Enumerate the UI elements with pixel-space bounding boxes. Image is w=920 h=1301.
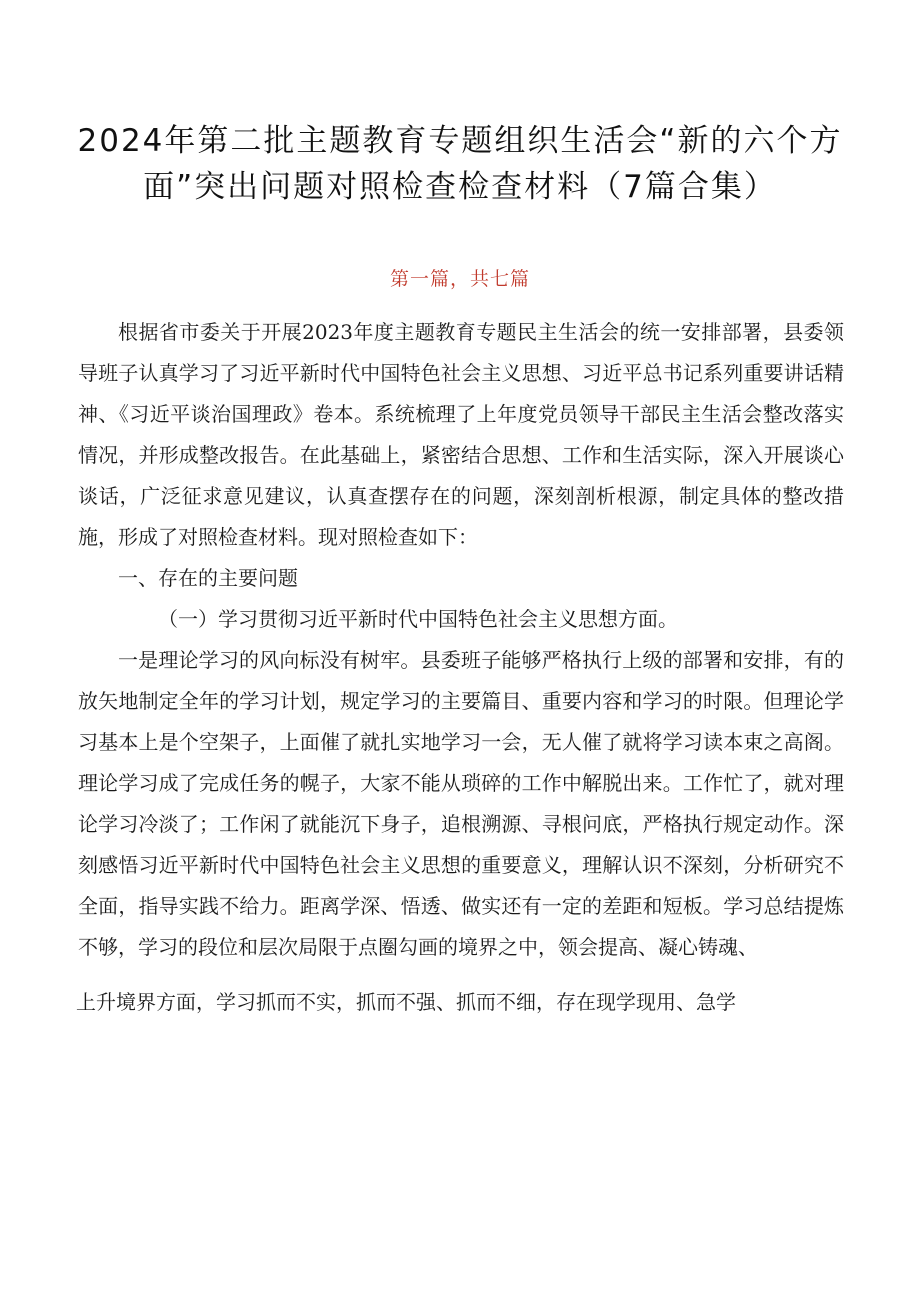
section-heading: 一、存在的主要问题 (118, 566, 298, 590)
document-body (78, 312, 844, 1023)
continuation-paragraph: 上升境界方面，学习抓而不实，抓而不强、抓而不细，存在现学现用、急学 (76, 990, 736, 1014)
intro-paragraph: 根据省市委关于开展2023年度主题教育专题民主生活会的统一安排部署，县委领导班子认真学习了习近平新时代中国特色社会主义思想、习近平总书记系列重要讲话精神、《习近平谈治国理政》卷本。系统梳理了上年度党员领导干部民主生活会整改落实情况，并形成整改报告。在此基础上，紧密结合思想、工作和生活实际，深入开展谈心谈话，广泛征求意见建议，认真查摆存在的问题，深刻剖析根源，制定具体的整改措施，形成了对照检查材料。现对照检查如下： (78, 320, 844, 549)
page-break-gap (78, 968, 844, 982)
body-paragraph: 一是理论学习的风向标没有树牢。县委班子能够严格执行上级的部署和安排，有的放矢地制定全年的学习计划，规定学习的主要篇目、重要内容和学习的时限。但理论学习基本上是个空架子，上面催了就扎实地学习一会，无人催了就将学习读本束之高阁。理论学习成了完成任务的幌子，大家不能从琐碎的工作中解脱出来。工作忙了，就对理论学习冷淡了；工作闲了就能沉下身子，追根溯源、寻根问底，严格执行规定动作。深刻感悟习近平新时代中国特色社会主义思想的重要意义，理解认识不深刻，分析研究不全面，指导实践不给力。距离学深、悟透、做实还有一定的差距和短板。学习总结提炼不够，学习的段位和层次局限于点圈勾画的境界之中，领会提高、凝心铸魂、 (78, 648, 844, 959)
section-subtitle: 第一篇，共七篇 (389, 268, 530, 290)
title-line-1: 2024年第二批主题教育专题组织生活会“新的六个方 (77, 123, 843, 159)
document-title (60, 118, 860, 210)
subsection-heading: （一）学习贯彻习近平新时代中国特色社会主义思想方面。 (158, 607, 678, 631)
title-line-2: 面”突出问题对照检查检查材料（7篇合集） (143, 169, 777, 205)
